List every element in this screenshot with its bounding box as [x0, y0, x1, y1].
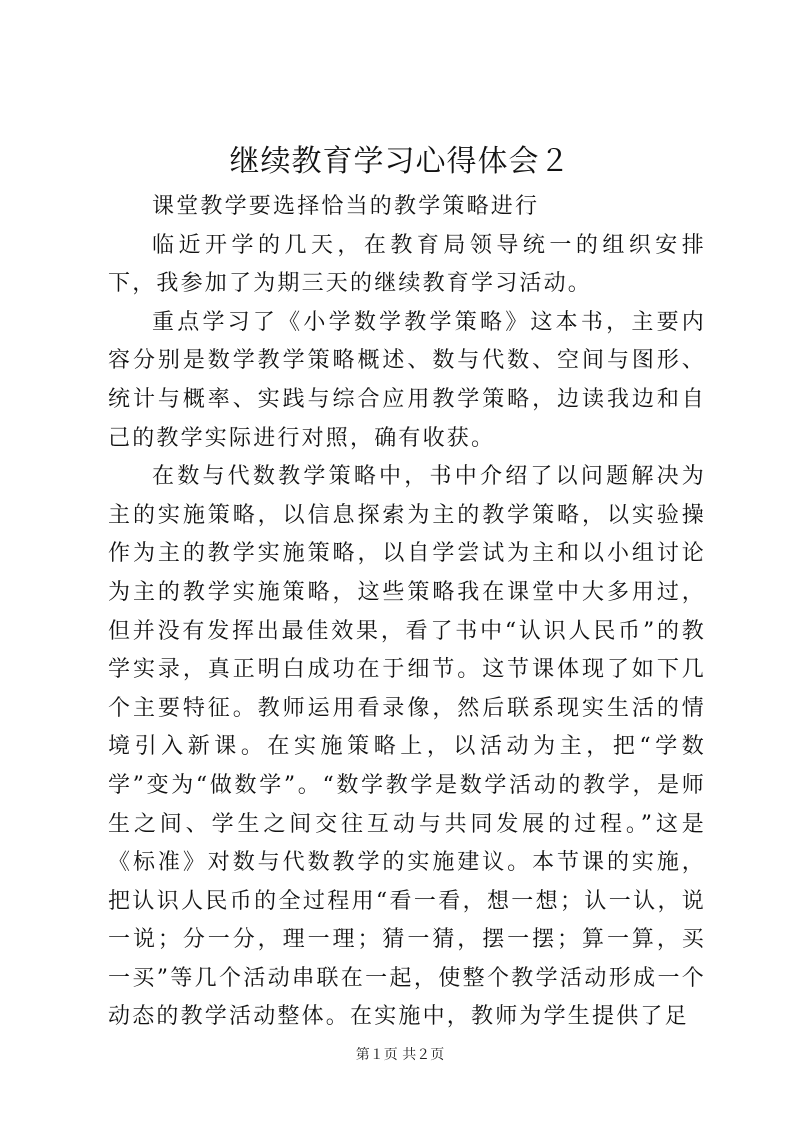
- document-body: [108, 188, 706, 1037]
- paragraph-4: 在数与代数教学策略中，书中介绍了以问题解决为主的实施策略，以信息探索为主的教学策略，以实验操作为主的教学实施策略，以自学尝试为主和以小组讨论为主的教学实施策略，这些策略我在课堂中大多用过，但并没有发挥出最佳效果，看了书中“认识人民币”的教学实录，真正明白成功在于细节。这节课体现了如下几个主要特征。教师运用看录像，然后联系现实生活的情境引入新课。在实施策略上，以活动为主，把“学数学”变为“做数学”。“数学教学是数学活动的教学，是师生之间、学生之间交往互动与共同发展的过程。”这是《标准》对数与代数教学的实施建议。本节课的实施，把认识人民币的全过程用“看一看，想一想；认一认，说一说；分一分，理一理；猜一猜，摆一摆；算一算，买一买”等几个活动串联在一起，使整个教学活动形成一个动态的教学活动整体。在实施中，教师为学生提供了足: [108, 464, 706, 1030]
- paragraph-1: 课堂教学要选择恰当的教学策略进行: [152, 194, 540, 219]
- paragraph-2: 临近开学的几天，在教育局领导统一的组织安排下，我参加了为期三天的继续教育学习活动。: [108, 232, 706, 297]
- paragraph-3: 重点学习了《小学数学教学策略》这本书，主要内容分别是数学教学策略概述、数与代数、空间与图形、统计与概率、实践与综合应用教学策略，边读我边和自己的教学实际进行对照，确有收获。: [108, 309, 706, 451]
- page-footer: 第１页 共２页: [355, 1047, 445, 1063]
- document-title: 继续教育学习心得体会２: [229, 144, 571, 179]
